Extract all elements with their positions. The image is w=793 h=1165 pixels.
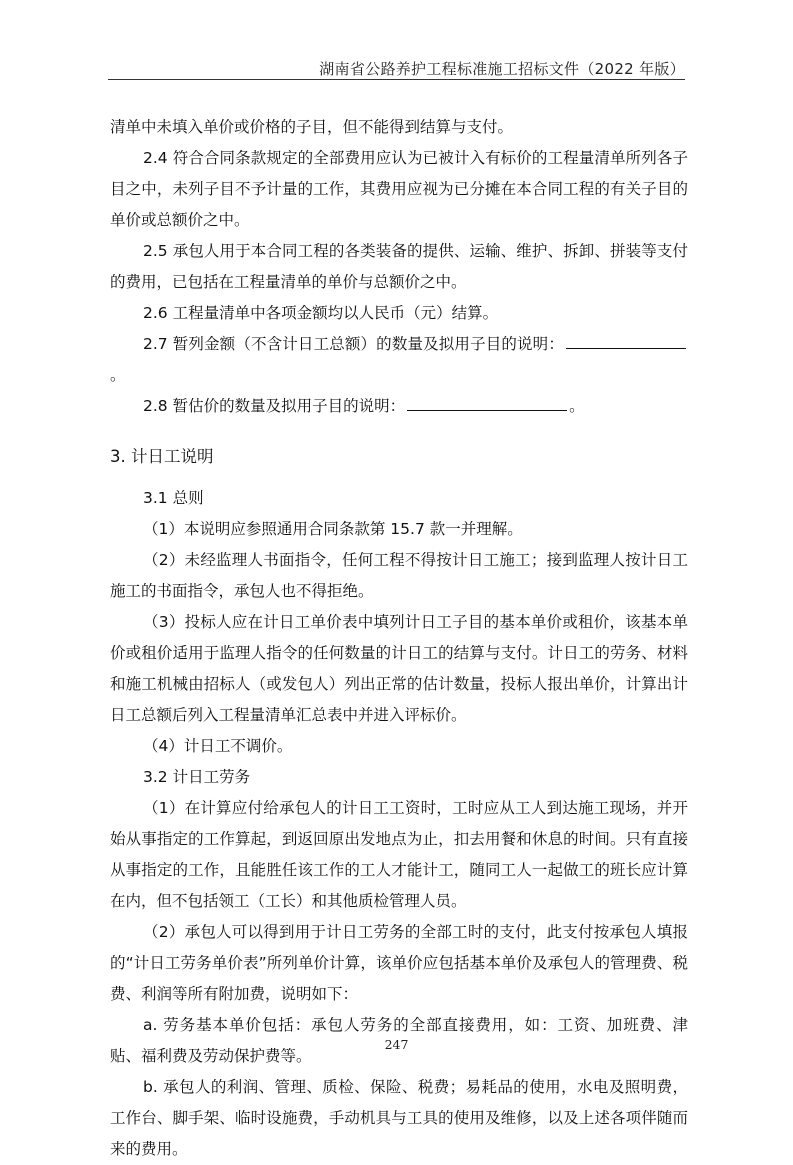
paragraph-2-8-end: 。	[569, 397, 585, 415]
subsection-3-1-title: 3.1 总则	[143, 489, 204, 507]
fill-in-blank-2-7	[566, 330, 686, 349]
paragraph-3-1-3: （3）投标人应在计日工单价表中填列计日工子目的基本单价或租价，该基本单价或租价适用于监理人指令的任何数量的计日工的结算与支付。计日工的劳务、材料和施工机械由招标人（或发包人）列出正常的估计数量，投标人报出单价，计算出计日工总额后列入工程量清单汇总表中并进入评标价。	[110, 613, 688, 724]
paragraph-2-7-end: 。	[110, 366, 126, 384]
subsection-3-2-title: 3.2 计日工劳务	[143, 768, 251, 786]
document-body	[110, 112, 688, 1165]
paragraph-3-1-4: （4）计日工不调价。	[143, 737, 293, 755]
paragraph-2-7-text: 2.7 暂列金额（不含计日工总额）的数量及拟用子目的说明：	[143, 335, 564, 353]
paragraph-3-1-2: （2）未经监理人书面指令，任何工程不得按计日工施工；接到监理人按计日工施工的书面指令，承包人也不得拒绝。	[110, 551, 688, 600]
paragraph-2-6: 2.6 工程量清单中各项金额均以人民币（元）结算。	[143, 304, 499, 322]
running-header: 湖南省公路养护工程标准施工招标文件（2022 年版）	[319, 60, 685, 78]
paragraph-3-2-b: b. 承包人的利润、管理、质检、保险、税费；易耗品的使用，水电及照明费，工作台、脚手架、临时设施费，手动机具与工具的使用及维修，以及上述各项伴随而来的费用。	[110, 1078, 688, 1158]
paragraph-2-5: 2.5 承包人用于本合同工程的各类装备的提供、运输、维护、拆卸、拼装等支付的费用，已包括在工程量清单的单价与总额价之中。	[110, 242, 688, 291]
paragraph-2-8	[110, 391, 688, 422]
paragraph-3-2-2: （2）承包人可以得到用于计日工劳务的全部工时的支付，此支付按承包人填报的“计日工劳务单价表”所列单价计算，该单价应包括基本单价及承包人的管理费、税费、利润等所有附加费，说明如下：	[110, 923, 688, 1003]
section-3-heading: 3. 计日工说明	[110, 447, 214, 466]
header-rule	[108, 79, 685, 80]
fill-in-blank-2-8	[407, 392, 567, 411]
paragraph-continuation: 清单中未填入单价或价格的子目，但不能得到结算与支付。	[110, 118, 514, 136]
paragraph-3-1-1: （1）本说明应参照通用合同条款第 15.7 款一并理解。	[143, 520, 523, 538]
paragraph-2-4: 2.4 符合合同条款规定的全部费用应认为已被计入有标价的工程量清单所列各子目之中，未列子目不予计量的工作，其费用应视为已分摊在本合同工程的有关子目的单价或总额价之中。	[110, 149, 688, 229]
page-number: 247	[384, 1037, 409, 1052]
paragraph-2-8-text: 2.8 暂估价的数量及拟用子目的说明：	[143, 397, 406, 415]
paragraph-3-2-a: a. 劳务基本单价包括：承包人劳务的全部直接费用，如：工资、加班费、津贴、福利费及劳动保护费等。	[110, 1016, 688, 1065]
paragraph-3-2-1: （1）在计算应付给承包人的计日工工资时，工时应从工人到达施工现场，并开始从事指定的工作算起，到返回原出发地点为止，扣去用餐和休息的时间。只有直接从事指定的工作，且能胜任该工作的工人才能计工，随同工人一起做工的班长应计算在内，但不包括领工（工长）和其他质检管理人员。	[110, 799, 688, 910]
paragraph-2-7	[110, 329, 688, 391]
